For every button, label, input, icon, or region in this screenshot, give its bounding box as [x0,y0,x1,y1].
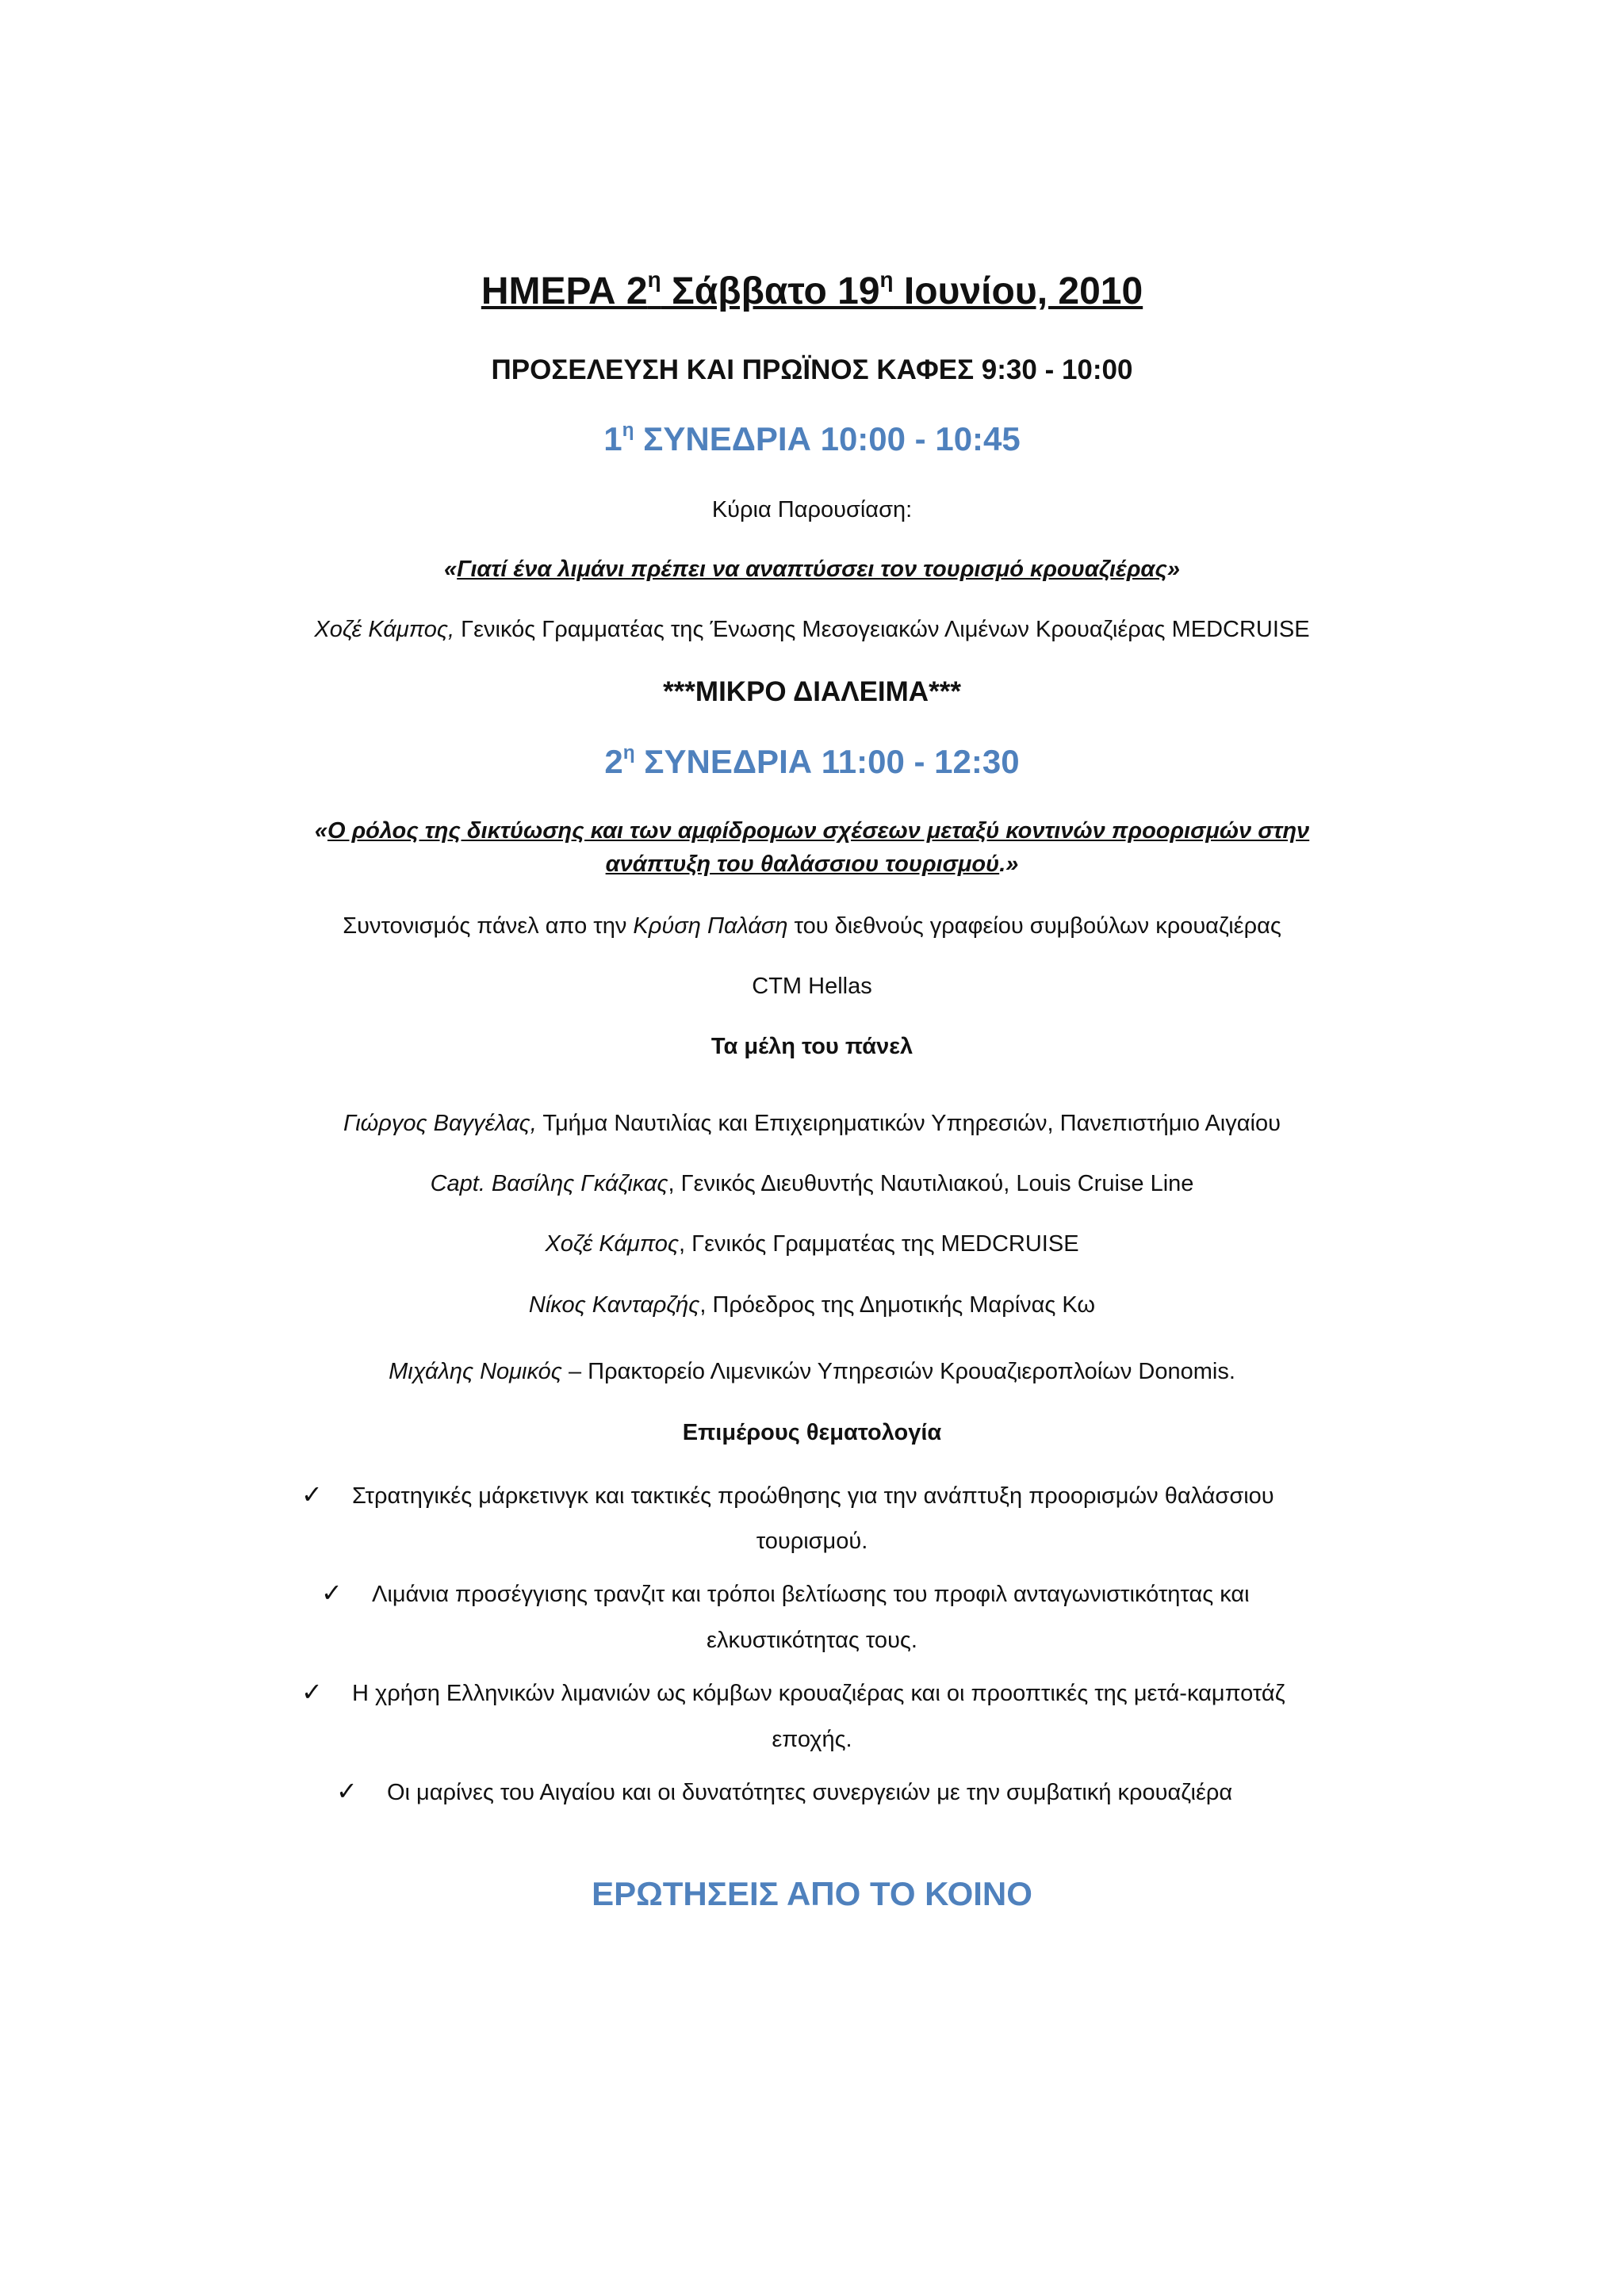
topic-item-continuation: τουρισμού. [756,1529,868,1554]
topic-item: ✓ Στρατηγικές μάρκετινγκ και τακτικές προώθησης για την ανάπτυξη προορισμών θαλάσσιου [301,1480,1274,1509]
panel-member: Νίκος Κανταρζής, Πρόεδρος της Δημοτικής Μαρίνας Κω [528,1292,1096,1318]
short-break: ***ΜΙΚΡΟ ΔΙΑΛΕΙΜΑ*** [663,676,961,707]
topic-item-continuation: εποχής. [772,1727,852,1752]
company-name: CTM Hellas [752,974,872,999]
topics-heading: Επιμέρους θεματολογία [682,1420,942,1445]
panel-member: Χοζέ Κάμπος, Γενικός Γραμματέας της MEDCRUISE [545,1231,1079,1257]
page-title: ΗΜΕΡΑ $2^\eta$ Σάββατο $19^\eta$ Ιουνίου, 2010 [481,267,1143,312]
talk-1-title: «Γιατί ένα λιμάνι πρέπει να αναπτύσσει τον τουρισμό κρουαζιέρας» [444,557,1180,582]
session-1-heading: $1^\eta$ ΣΥΝΕΔΡΙΑ 10:00 - 10:45 [603,419,1021,457]
panel-heading: Τα μέλη του πάνελ [710,1034,914,1059]
panel-member: Γιώργος Βαγγέλας, Τμήμα Ναυτιλίας και Επιχειρηματικών Υπηρεσιών, Πανεπιστήμιο Αιγαίου [343,1111,1281,1136]
talk-2-title-line-1: «Ο ρόλος της δικτύωσης και των αμφίδρομων σχέσεων μεταξύ κοντινών προορισμών στην [314,818,1310,844]
panel-member: Capt. Βασίλης Γκάζικας, Γενικός Διευθυντής Ναυτιλιακού, Louis Cruise Line [430,1171,1194,1196]
speaker-1: Χοζέ Κάμπος, Γενικός Γραμματέας της Ένωσης Μεσογειακών Λιμένων Κρουαζιέρας MEDCRUISE [314,617,1310,642]
topic-item-continuation: ελκυστικότητας τους. [707,1628,917,1653]
panel-member: Μιχάλης Νομικός – Πρακτορείο Λιμενικών Υπηρεσιών Κρουαζιεροπλοίων Donomis. [389,1359,1235,1384]
arrival-coffee-heading: ΠΡΟΣΕΛΕΥΣΗ ΚΑΙ ΠΡΩΪΝΟΣ ΚΑΦΕΣ 9:30 - 10:00 [491,354,1133,385]
checkmark-icon: ✓ [336,1777,358,1805]
moderation-line: Συντονισμός πάνελ απο την Κρύση Παλάση του διεθνούς γραφείου συμβούλων κρουαζιέρας [343,913,1281,939]
checkmark-icon: ✓ [301,1480,323,1509]
topic-item: ✓ Οι μαρίνες του Αιγαίου και οι δυνατότητες συνεργειών με την συμβατική κρουαζιέρα [336,1777,1233,1805]
topic-item: ✓ Λιμάνια προσέγγισης τρανζιτ και τρόποι βελτίωσης του προφιλ ανταγωνιστικότητας και [321,1578,1250,1607]
checkmark-icon: ✓ [321,1578,343,1607]
questions-heading: ΕΡΩΤΗΣΕΙΣ ΑΠΟ ΤΟ ΚΟΙΝΟ [592,1875,1032,1912]
main-presentation-label: Κύρια Παρουσίαση: [711,497,913,522]
talk-2-title-line-2: ανάπτυξη του θαλάσσιου τουρισμού.» [605,851,1019,877]
session-2-heading: $2^\eta$ ΣΥΝΕΔΡΙΑ 11:00 - 12:30 [604,741,1020,780]
checkmark-icon: ✓ [301,1678,323,1706]
topic-item: ✓ Η χρήση Ελληνικών λιμανιών ως κόμβων κρουαζιέρας και οι προοπτικές της μετά-καμποτάζ [301,1678,1285,1706]
